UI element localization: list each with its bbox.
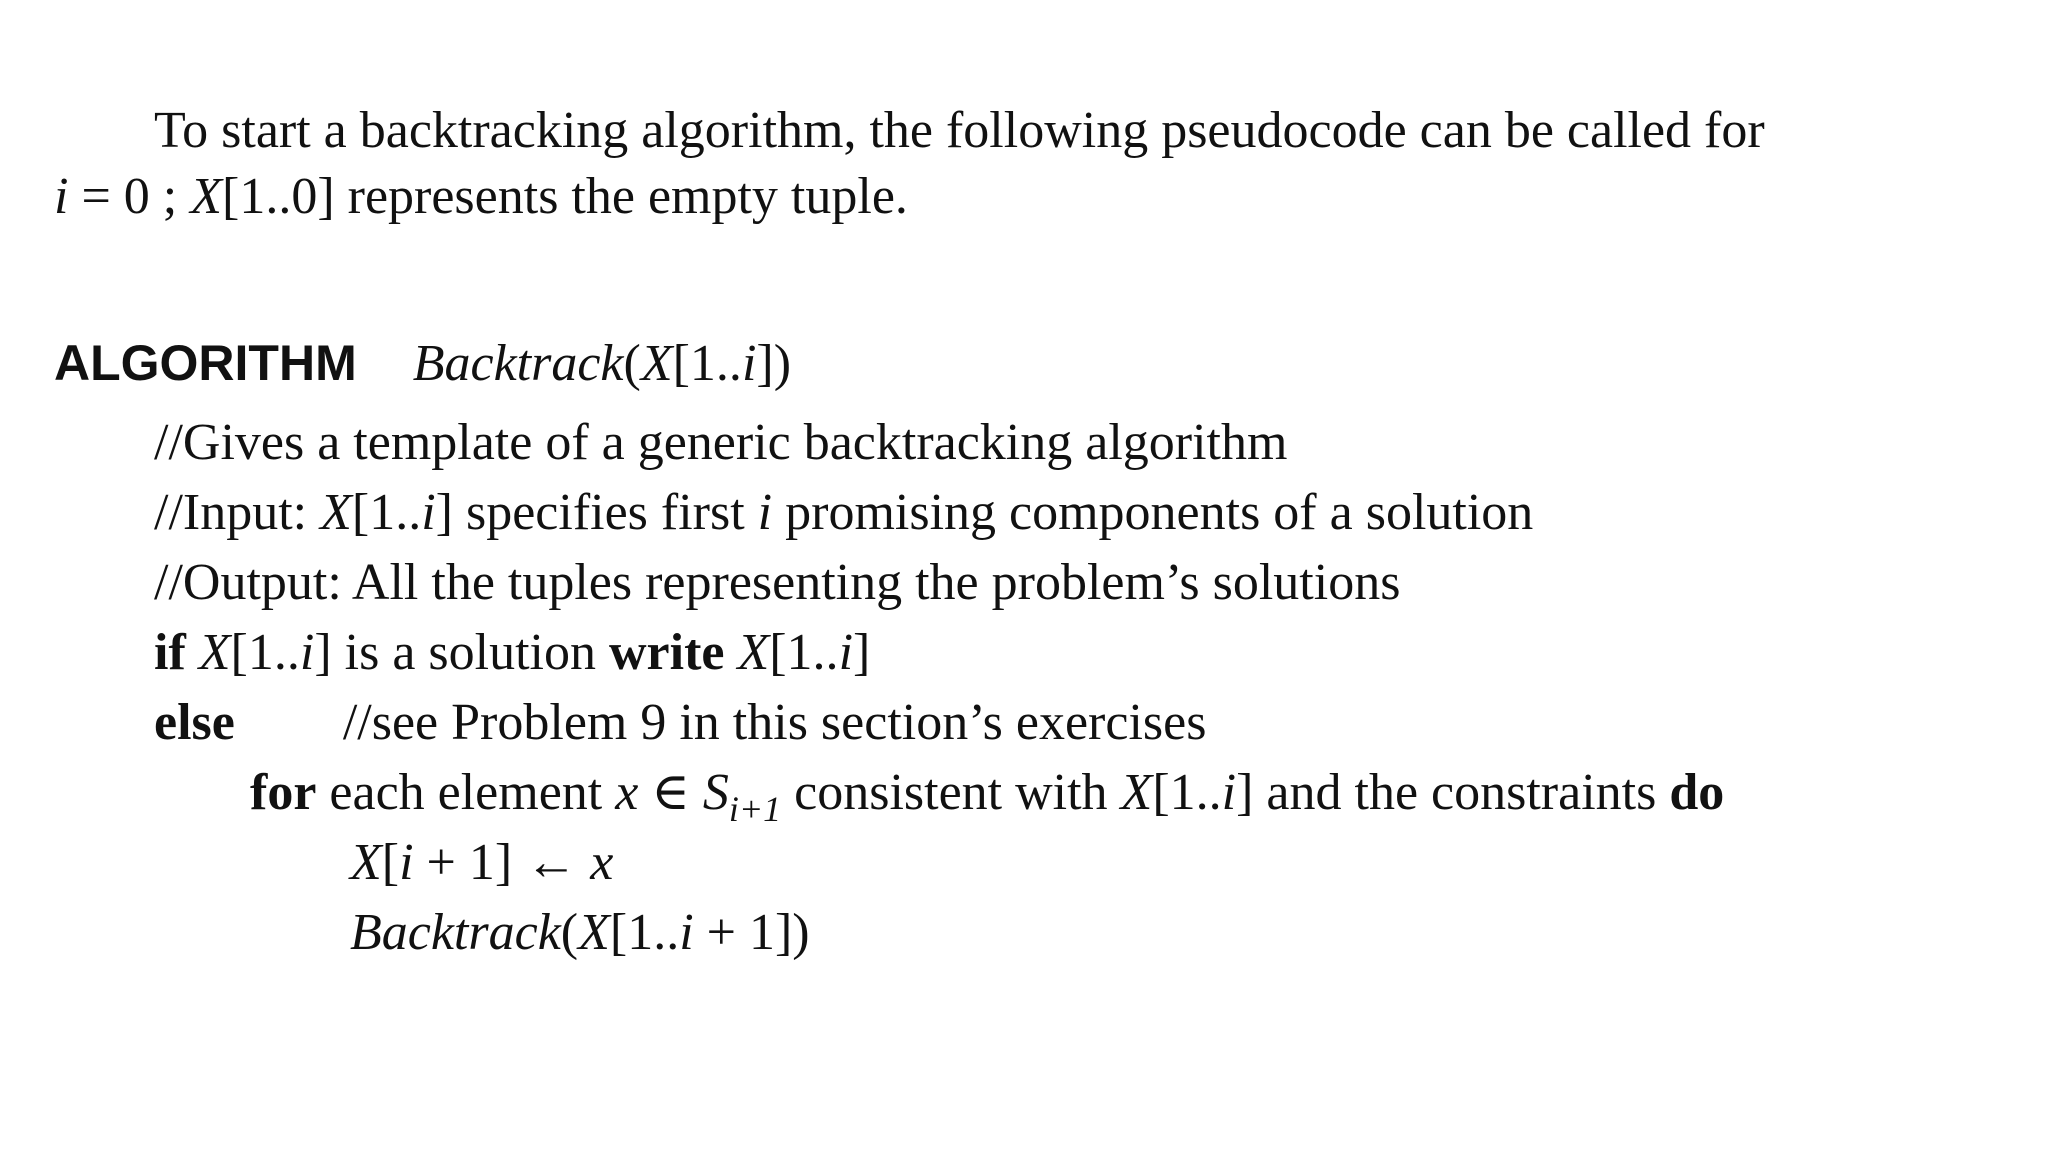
for-text-3: and the constraints	[1253, 764, 1670, 821]
pseudocode-block	[54, 408, 2014, 968]
for-range-close: ]	[1236, 764, 1254, 821]
if-range-open: [1..	[230, 624, 300, 681]
call-range-open: [1..	[609, 904, 680, 961]
code-assign-line	[54, 828, 2014, 898]
call-i: i	[679, 904, 694, 961]
input-i: i	[421, 484, 436, 541]
write-range-open: [1..	[769, 624, 839, 681]
assign-rest: + 1] ←	[413, 834, 591, 891]
code-else-line	[54, 688, 2014, 758]
else-keyword: else	[154, 694, 235, 751]
code-if-line	[54, 618, 2014, 688]
else-comment: //see Problem 9 in this section’s exercises	[342, 694, 1207, 751]
for-X: X	[1120, 764, 1153, 821]
intro-var-X: X	[190, 168, 222, 225]
input-prefix: //Input:	[154, 484, 321, 541]
algorithm-header	[54, 330, 791, 397]
if-keyword: if	[154, 624, 186, 681]
write-X: X	[737, 624, 770, 681]
sig-range-open: [1..	[672, 335, 742, 392]
input-mid: specifies first	[452, 484, 758, 541]
assign-open: [	[381, 834, 400, 891]
element-of-symbol: ∈	[638, 764, 703, 821]
sig-X: X	[640, 335, 673, 392]
code-for-line	[54, 758, 2014, 828]
if-mid: is a solution	[331, 624, 609, 681]
for-text-2: consistent with	[781, 764, 1121, 821]
intro-equals: = 0 ;	[68, 168, 191, 225]
intro-line-1: To start a backtracking algorithm, the following pseudocode can be called for	[154, 102, 1765, 159]
write-keyword: write	[608, 624, 725, 681]
assign-i: i	[399, 834, 414, 891]
if-i: i	[299, 624, 315, 681]
do-keyword: do	[1669, 764, 1725, 821]
input-range-close: ]	[435, 484, 453, 541]
call-name: Backtrack	[350, 904, 561, 961]
intro-line-2	[54, 164, 2014, 230]
algorithm-keyword: ALGORITHM	[54, 335, 357, 391]
assign-x: x	[590, 834, 614, 891]
code-recursive-call-line	[54, 898, 2014, 968]
input-range-open: [1..	[351, 484, 422, 541]
intro-paragraph	[54, 98, 2014, 230]
call-rest: + 1])	[693, 904, 810, 961]
sig-i: i	[741, 335, 757, 392]
input-X: X	[320, 484, 352, 541]
for-x: x	[615, 764, 639, 821]
algorithm-signature	[413, 335, 791, 392]
for-i: i	[1221, 764, 1237, 821]
call-open: (	[560, 904, 579, 961]
for-S-subscript: i+1	[728, 789, 782, 829]
if-X: X	[198, 624, 231, 681]
code-comment-purpose: //Gives a template of a generic backtracking algorithm	[154, 414, 1288, 471]
assign-X: X	[350, 834, 382, 891]
code-comment-input	[54, 478, 2014, 548]
code-comment-output: //Output: All the tuples representing the problem’s solutions	[154, 554, 1401, 611]
input-i2: i	[757, 484, 773, 541]
if-range-close: ]	[314, 624, 332, 681]
write-range-close: ]	[853, 624, 871, 681]
write-i: i	[838, 624, 854, 681]
for-S: S	[702, 764, 729, 821]
intro-rest: represents the empty tuple.	[334, 168, 908, 225]
algorithm-name: Backtrack	[412, 335, 624, 392]
intro-var-i: i	[54, 168, 69, 225]
intro-range: [1..0]	[222, 168, 335, 225]
sig-open: (	[623, 335, 641, 392]
for-keyword: for	[250, 764, 317, 821]
for-range-open: [1..	[1152, 764, 1222, 821]
sig-close: ])	[756, 335, 792, 392]
for-text-1: each element	[316, 764, 616, 821]
call-X: X	[578, 904, 610, 961]
input-suffix: promising components of a solution	[772, 484, 1534, 541]
